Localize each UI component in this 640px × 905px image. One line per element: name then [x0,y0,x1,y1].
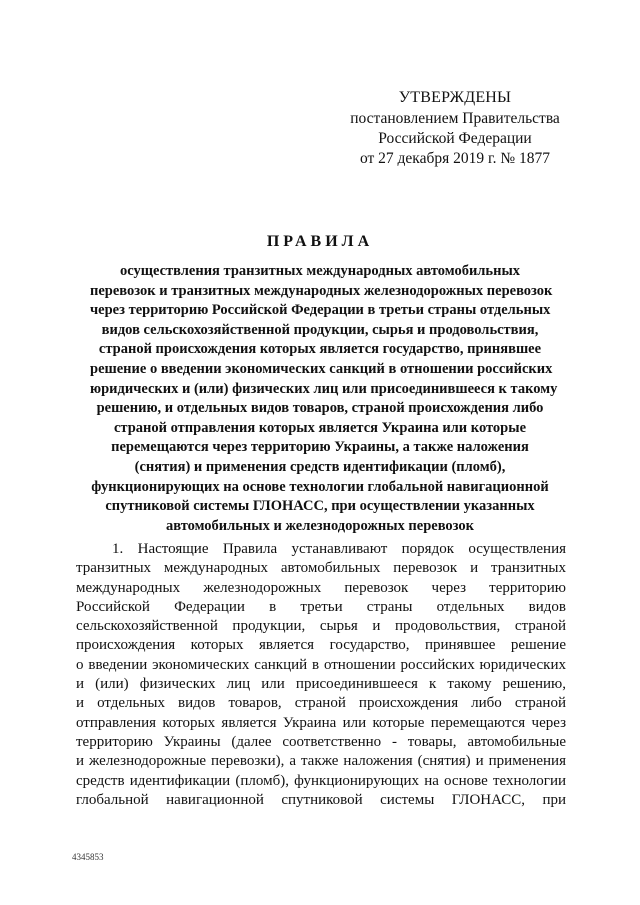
subtitle-line: (снятия) и применения средств идентификации (пломб), [134,458,506,475]
document-body [76,540,566,810]
body-paragraph-line: происхождения которых является государство, принявшее решение [76,637,566,654]
body-paragraph-line: средств идентификации (пломб), функционирующих на основе технологии [76,772,566,789]
approval-block [340,88,570,169]
subtitle-line: юридических и (или) физических лиц или присоединившееся к такому [90,380,558,397]
document-subtitle [90,262,558,536]
body-paragraph-line: международных железнодорожных перевозок через территорию [76,579,566,596]
body-paragraph-line: Российской Федерации в третьи страны отдельных видов [76,598,566,615]
subtitle-line: видов сельскохозяйственной продукции, сырья и продовольствия, [101,321,539,338]
subtitle-line: спутниковой системы ГЛОНАСС, при осуществлении указанных [105,498,535,515]
subtitle-line: страной отправления которых является Украина или которые [113,419,527,436]
subtitle-line: функционирующих на основе технологии глобальной навигационной [91,478,549,495]
body-paragraph-line: о введении экономических санкций в отношении российских юридических [76,656,566,673]
body-paragraph-line: глобальной навигационной спутниковой системы ГЛОНАСС, при [76,791,566,808]
body-paragraph-line: 1. Настоящие Правила устанавливают порядок осуществления [112,541,566,557]
document-title: ПРАВИЛА [266,233,374,250]
approval-heading: УТВЕРЖДЕНЫ [398,89,512,106]
approval-line: Российской Федерации [378,130,532,147]
document-code: 4345853 [72,852,104,862]
approval-date-number: от 27 декабря 2019 г. № 1877 [359,150,551,167]
subtitle-line: перемещаются через территорию Украины, а также наложения [111,439,529,456]
body-paragraph-line: сельскохозяйственной продукции, сырья и продовольствия, страной [76,618,566,635]
body-paragraph-line: и (или) физических лиц или присоединившееся к такому решению, [76,676,566,693]
subtitle-line: страной происхождения которых является государство, принявшее [98,341,542,358]
body-paragraph-line: отправления которых является Украина или которые перемещаются через [76,714,566,731]
subtitle-line: автомобильных и железнодорожных перевозок [165,517,475,534]
subtitle-line: перевозок и транзитных международных железнодорожных перевозок [90,282,553,299]
subtitle-line: через территорию Российской Федерации в третьи страны отдельных [90,302,551,319]
body-paragraph-line: и железнодорожные перевозки), а также наложения (снятия) и применения [76,753,566,770]
subtitle-line: осуществления транзитных международных автомобильных [119,263,521,279]
body-paragraph-line: территорию Украины (далее соответственно - товары, автомобильные [76,733,566,750]
body-paragraph-line: транзитных международных автомобильных перевозок и транзитных [76,560,566,577]
approval-line: постановлением Правительства [350,110,560,127]
body-paragraph-line: и отдельных видов товаров, страной происхождения либо страной [76,695,566,712]
subtitle-line: решению, и отдельных видов товаров, страной происхождения либо [96,400,544,417]
subtitle-line: решение о введении экономических санкций в отношении российских [90,360,553,377]
